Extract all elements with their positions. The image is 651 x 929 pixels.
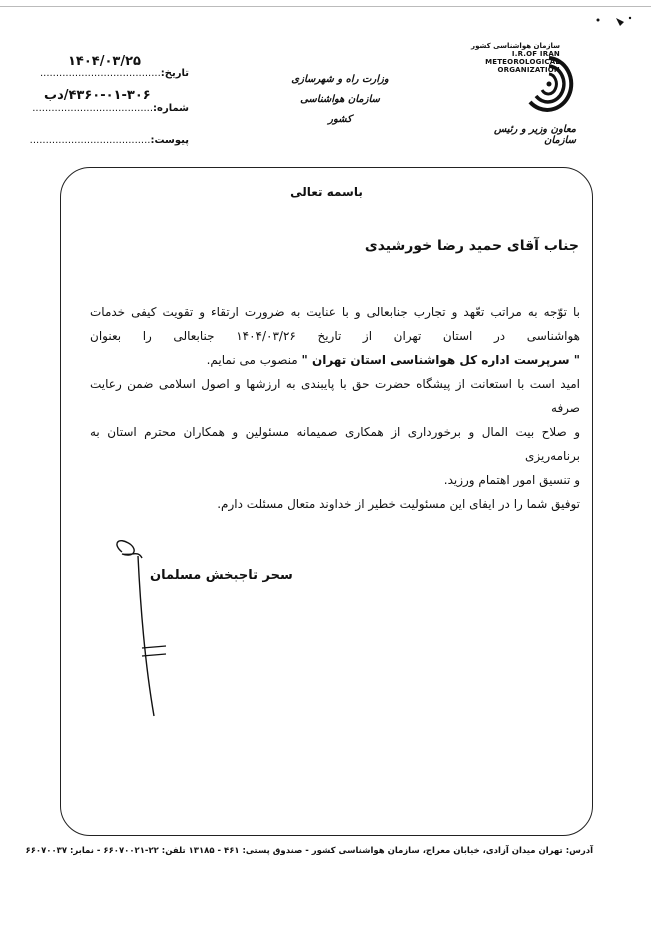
body-line-4: امید است با استعانت از پیشگاه حضرت حق با پایبندی به ارزشها و اصول اسلامی ضمن رعایت صرفه xyxy=(90,377,580,415)
attachment-dots: ...................................... xyxy=(29,135,151,146)
meteorological-logo-icon xyxy=(524,54,574,114)
body-line-2: هواشناسی در استان تهران از تاریخ ۱۴۰۴/۰۳/۲۶ جنابعالی را بعنوان xyxy=(90,329,580,343)
attachment-label: پیوست: xyxy=(150,135,189,146)
number-dots: ...................................... xyxy=(32,103,154,114)
ministry-line-2: سازمان هواشناسی کشور xyxy=(300,94,380,125)
organization-logo-block xyxy=(462,42,580,146)
number-label: شماره: xyxy=(153,103,189,114)
top-edge-line xyxy=(0,6,651,7)
date-value: ۱۴۰۴/۰۳/۲۵ xyxy=(68,54,141,69)
attachment-field xyxy=(30,135,189,146)
date-dots: ...................................... xyxy=(39,68,161,79)
org-name-en-2: METEOROLOGICAL xyxy=(485,58,560,66)
closing-line: توفیق شما را در ایفای این مسئولیت خطیر از خداوند متعال مسئلت دارم. xyxy=(217,497,580,511)
vice-presidency-title: معاون وزیر و رئیس سازمان xyxy=(493,124,576,146)
recipient-name: جناب آقای حمید رضا خورشیدی xyxy=(364,238,579,254)
org-name-fa: سازمان هواشناسی کشور xyxy=(471,42,560,50)
date-field xyxy=(40,68,189,79)
org-name-en-3: ORGANIZATION xyxy=(497,66,560,74)
body-line-5: و صلاح بیت المال و برخورداری از همکاری صمیمانه مسئولین و همکاران محترم استان به برنامه‌ریزی xyxy=(90,425,580,463)
ministry-line-1: وزارت راه و شهرسازی xyxy=(291,74,389,85)
basmala-heading: باسمه تعالی xyxy=(290,185,363,199)
number-value: ۴۳۶۰-۰۱-۳۰۶/دب xyxy=(44,88,151,103)
position-title: " سرپرست اداره کل هواشناسی استان تهران " xyxy=(301,353,580,367)
body-line-6: و تنسیق امور اهتمام ورزید. xyxy=(443,473,580,487)
body-line-1: با توّجه به مراتب تعّهد و تجارب جنابعالی و با عنایت به ضرورت ارتقاء و تقویت کیفی خدمات xyxy=(90,305,580,319)
body-line-3 xyxy=(90,348,580,372)
org-name-en-1: I.R.OF IRAN xyxy=(511,50,560,58)
position-suffix: منصوب می نمایم. xyxy=(206,353,298,367)
date-label: تاریخ: xyxy=(160,68,189,79)
handwritten-signature xyxy=(108,538,178,728)
ministry-header xyxy=(290,70,390,130)
ink-mark-icon xyxy=(590,10,640,30)
signatory-name: سحر تاجبخش مسلمان xyxy=(150,568,293,583)
footer-address: آدرس: تهران میدان آزادی، خیابان معراج، سازمان هواشناسی کشور - صندوق پستی: ۴۶۱ - ۱۳۱۸۵ تلفن: ۲۲-۶۶۰۷۰۰۲۱ - نمابر: ۶۶۰۷۰۰۳۷ xyxy=(25,846,593,856)
letter-body xyxy=(90,300,580,516)
number-field xyxy=(32,103,189,114)
